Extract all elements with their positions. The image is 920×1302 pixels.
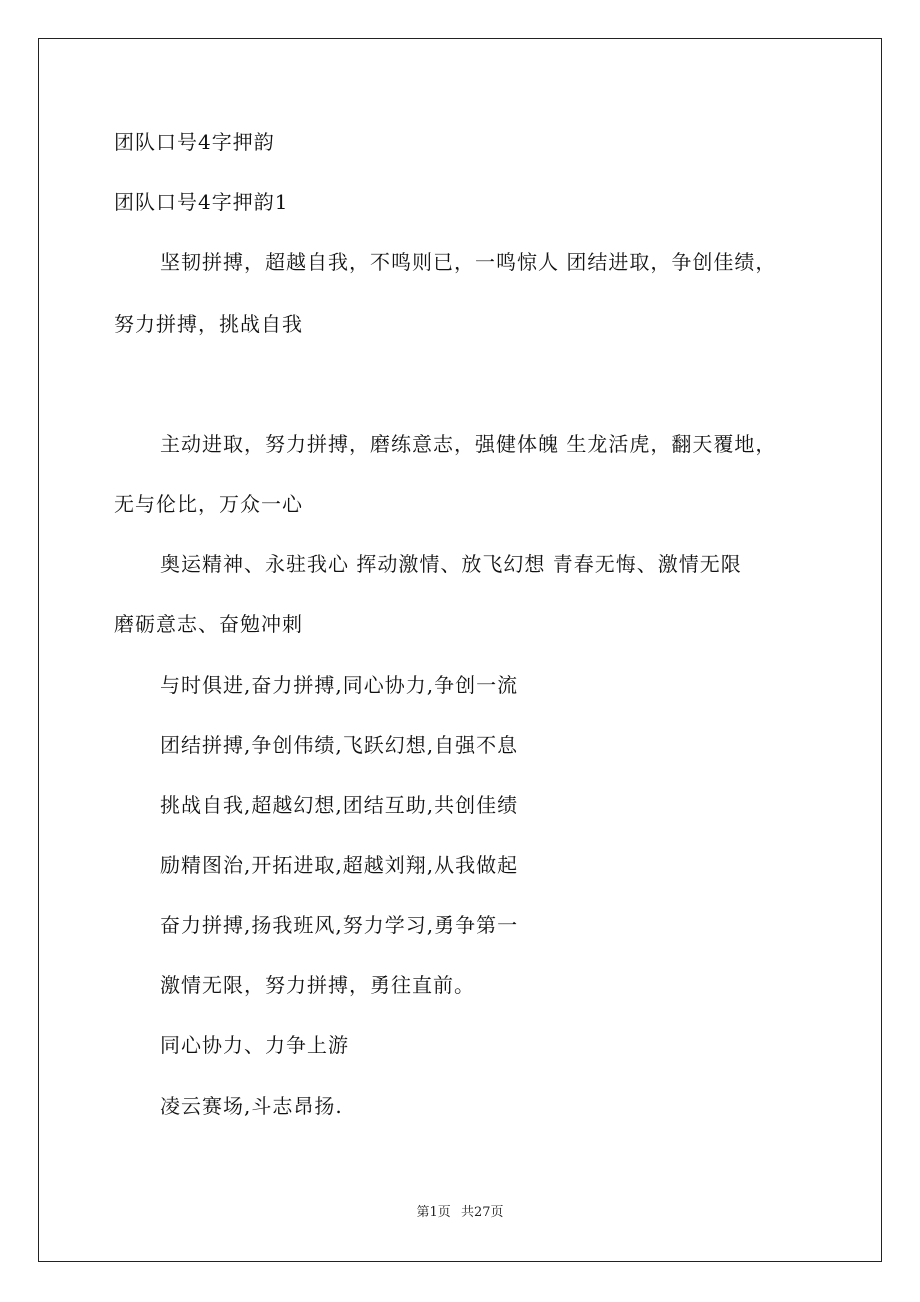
paragraph-2-line-2: 无与伦比，万众一心 <box>114 492 303 516</box>
paragraph-3-line-1: 奥运精神、永驻我心 挥动激情、放飞幻想 青春无悔、激情无限 <box>160 552 742 576</box>
document-subtitle: 团队口号4字押韵1 <box>114 190 289 214</box>
slogan-line: 与时俱进,奋力拼搏,同心协力,争创一流 <box>160 673 519 697</box>
slogan-line: 奋力拼搏,扬我班风,努力学习,勇争第一 <box>160 913 519 937</box>
paragraph-1-line-2: 努力拼搏，挑战自我 <box>114 312 303 336</box>
slogan-line: 同心协力、力争上游 <box>160 1033 349 1057</box>
slogan-line: 团结拼搏,争创伟绩,飞跃幻想,自强不息 <box>160 733 519 757</box>
slogan-line: 挑战自我,超越幻想,团结互助,共创佳绩 <box>160 793 519 817</box>
total-page-count: 共27页 <box>460 1205 504 1220</box>
paragraph-3-line-2: 磨砺意志、奋勉冲刺 <box>114 612 303 636</box>
current-page-number: 第1页 <box>416 1205 451 1220</box>
slogan-line: 激情无限，努力拼搏，勇往直前。 <box>160 973 475 997</box>
page-border <box>38 38 882 1262</box>
paragraph-2-line-1: 主动进取，努力拼搏，磨练意志，强健体魄 生龙活虎，翻天覆地， <box>160 432 777 456</box>
paragraph-1-line-1: 坚韧拼搏，超越自我，不鸣则已，一鸣惊人 团结进取，争创佳绩， <box>160 250 777 274</box>
page-footer <box>0 1204 920 1222</box>
document-title: 团队口号4字押韵 <box>114 130 275 154</box>
slogan-line: 凌云赛场,斗志昂扬. <box>160 1094 343 1118</box>
slogan-line: 励精图治,开拓进取,超越刘翔,从我做起 <box>160 853 519 877</box>
